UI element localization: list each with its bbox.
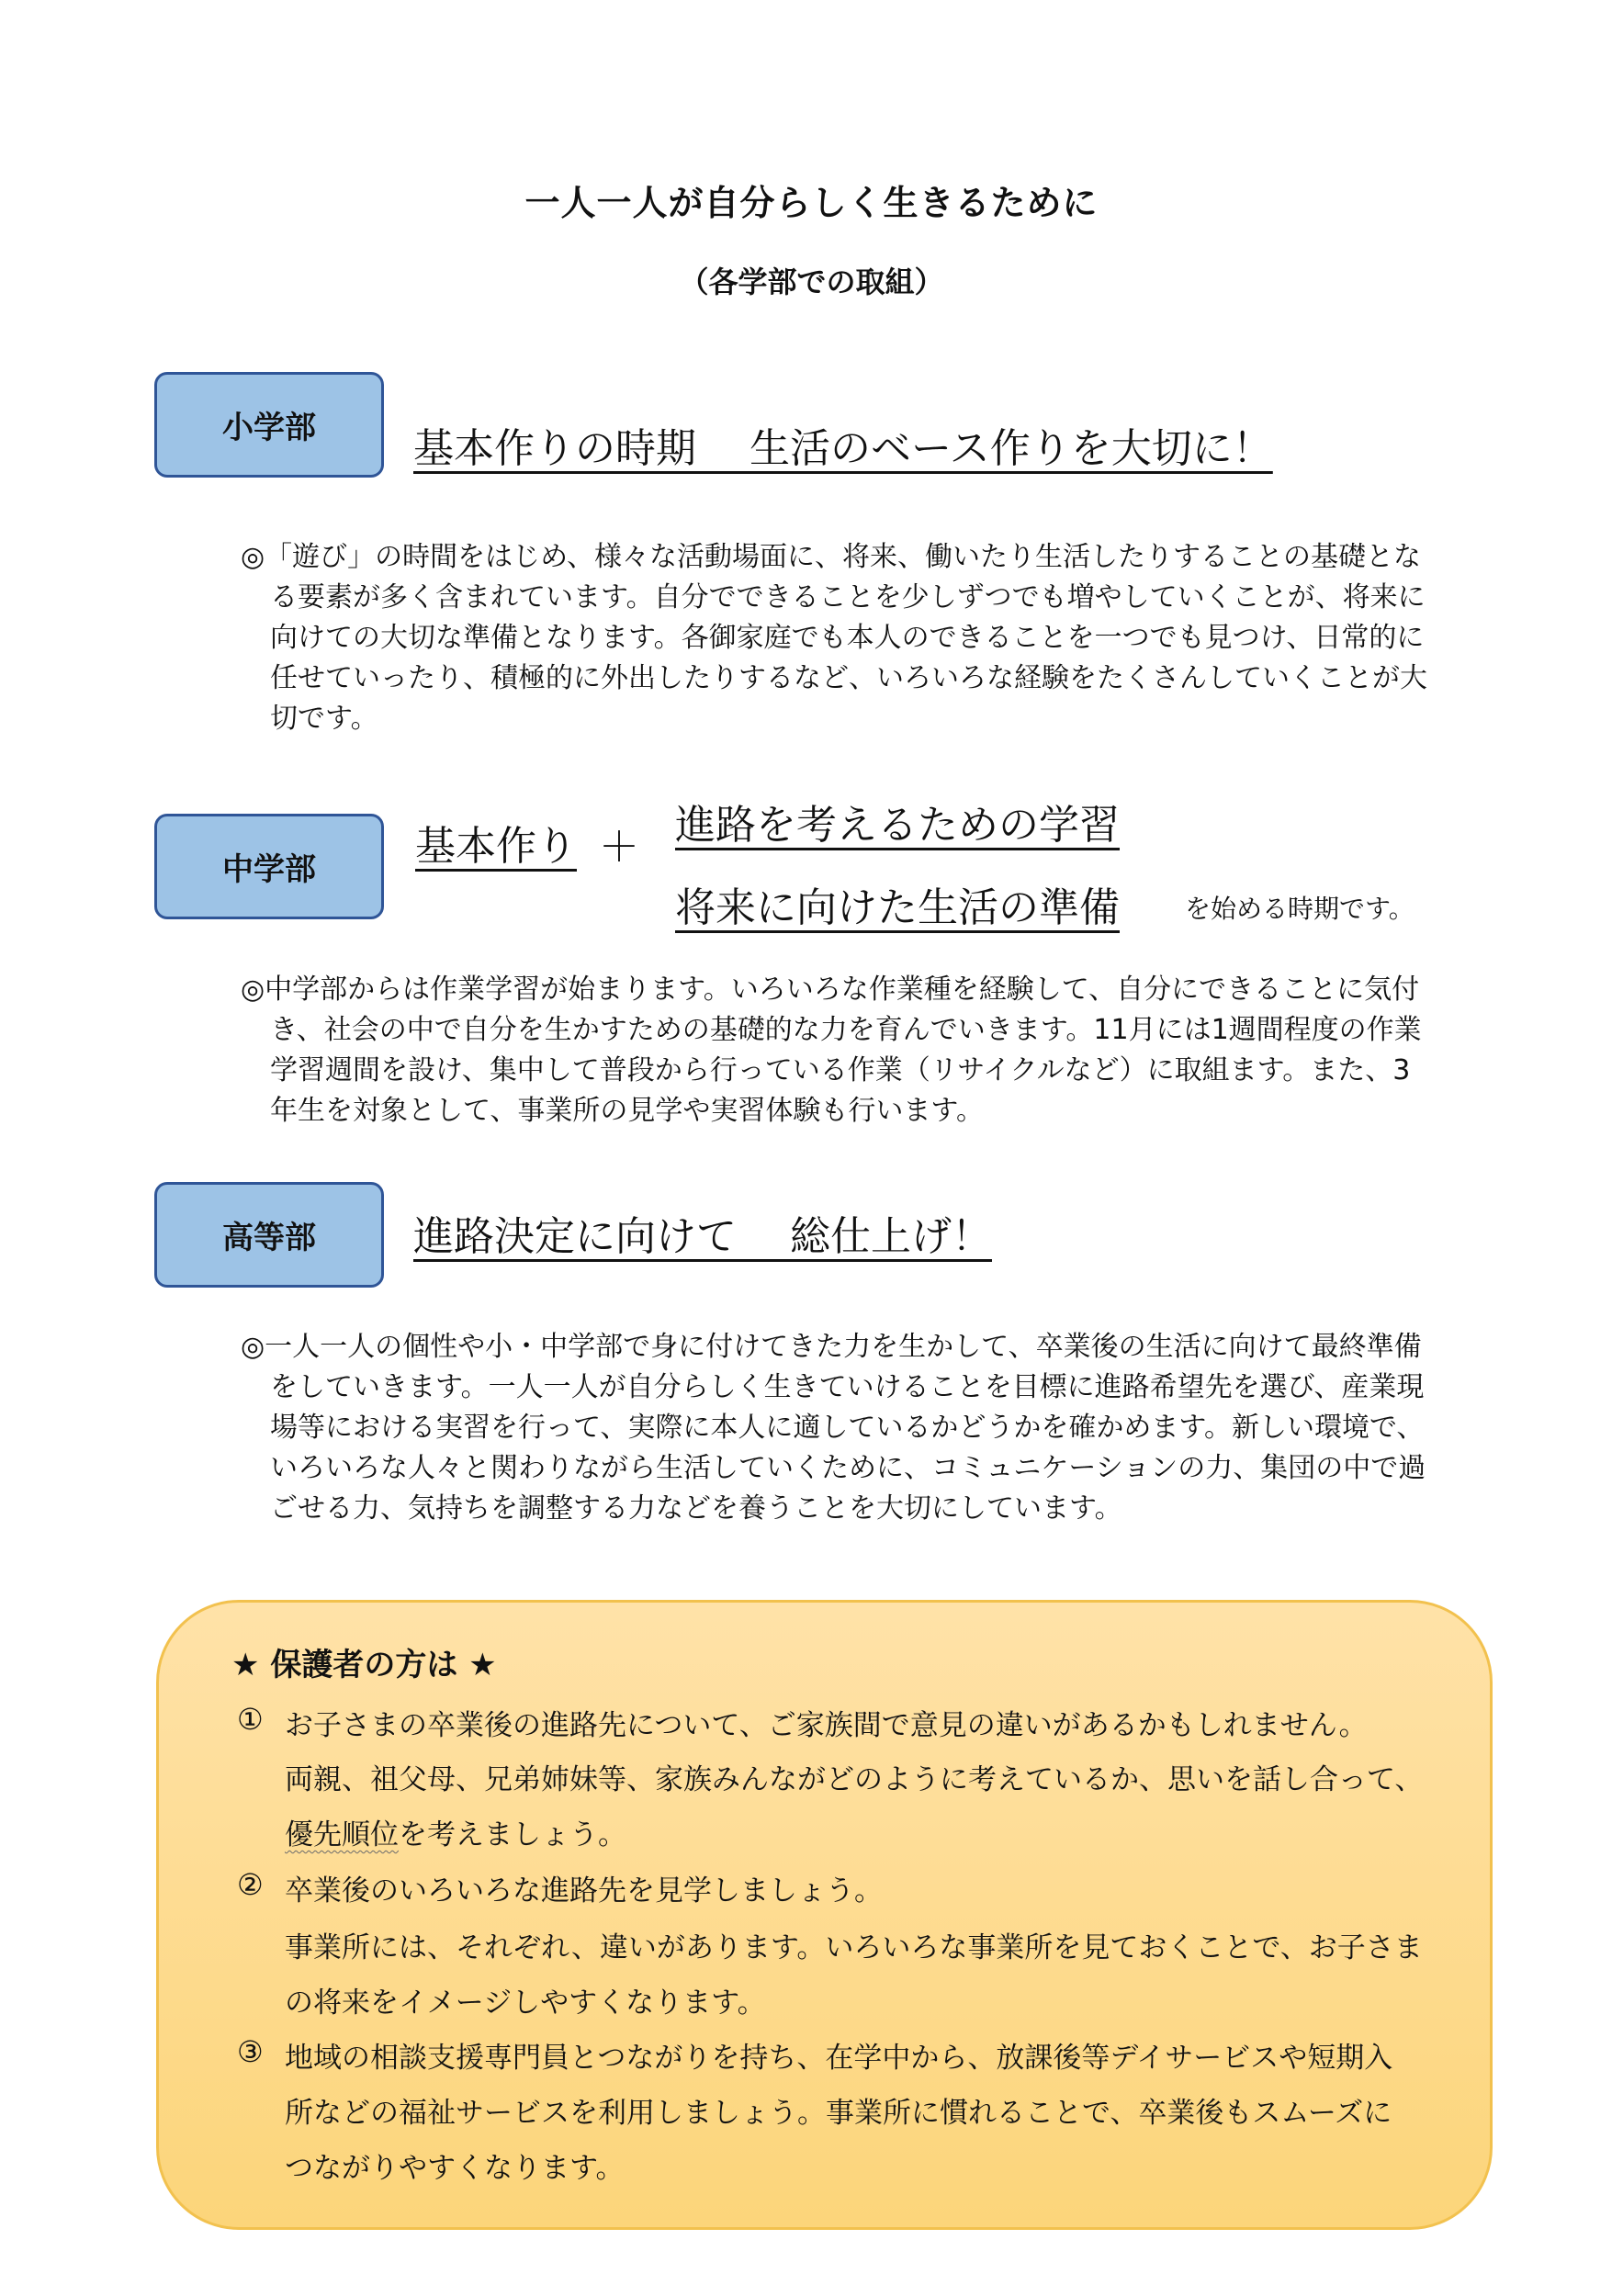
page-subtitle: （各学部での取組） (679, 264, 944, 299)
item-3-number: ③ (237, 2034, 264, 2069)
heading-elementary: 基本作りの時期 生活のベース作りを大切に！ (413, 425, 1273, 472)
item-2-line-1: 卒業後のいろいろな進路先を見学しましょう。 (285, 1874, 883, 1908)
heading-middle-left: 基本作り (415, 823, 577, 870)
paragraph-middle: ◎中学部からは作業学習が始まります。いろいろな作業種を経験して、自分にできることに気付き、社会の中で自分を生かすための基礎的な力を育んでいきます。11月には1週間程度の作業学習週間を設け、集中して普段から行っている作業（リサイクルなど）に取組ます。また、3年生を対象として、事業所の見学や実習体験も行います。 (241, 974, 1422, 1127)
badge-elementary: 小学部 (154, 372, 384, 478)
item-3-line-3: つながりやすくなります。 (285, 2152, 625, 2185)
page-title: 一人一人が自分らしく生きるために (524, 183, 1099, 223)
item-1-line-2: 両親、祖父母、兄弟姉妹等、家族みんながどのように考えているか、思いを話し合って、 (285, 1763, 1424, 1796)
item-3-line-2: 所などの福祉サービスを利用しましょう。事業所に慣れることで、卒業後もスムーズに (285, 2097, 1392, 2130)
item-1-line-1: お子さまの卒業後の進路先について、ご家族間で意見の違いがあるかもしれません。 (285, 1709, 1368, 1742)
item-2-line-3: の将来をイメージしやすくなります。 (285, 1986, 766, 2020)
badge-middle: 中学部 (154, 814, 384, 919)
guardians-title: ★ 保護者の方は ★ (231, 1647, 497, 1683)
plus-sign: ＋ (599, 824, 639, 871)
middle-note: を始める時期です。 (1185, 894, 1414, 924)
item-1-number: ① (237, 1702, 264, 1737)
guardians-panel (156, 1600, 1493, 2230)
item-2-number: ② (237, 1867, 264, 1902)
item-1-line-3-rest: を考えましょう。 (399, 1818, 626, 1851)
heading-middle-right-1: 進路を考えるための学習 (675, 802, 1120, 849)
badge-high: 高等部 (154, 1182, 384, 1288)
heading-high: 進路決定に向けて 総仕上げ！ (413, 1213, 992, 1260)
paragraph-high: ◎一人一人の個性や小・中学部で身に付けてきた力を生かして、卒業後の生活に向けて最終準備をしていきます。一人一人が自分らしく生きていけることを目標に進路希望先を選び、産業現場等における実習を行って、実際に本人に適しているかどうかを確かめます。新しい環境で、いろいろな人々と関わりながら生活していくために、コミュニケーションの力、集団の中で過ごせる力、気持ちを調整する力などを養うことを大切にしています。 (241, 1331, 1426, 1525)
priority-underlined-text: 優先順位 (285, 1818, 399, 1851)
item-2-line-2: 事業所には、それぞれ、違いがあります。いろいろな事業所を見ておくことで、お子さま (285, 1931, 1423, 1964)
item-1-line-3 (285, 1811, 626, 1852)
paragraph-elementary: ◎「遊び」の時間をはじめ、様々な活動場面に、将来、働いたり生活したりすることの基礎となる要素が多く含まれています。自分でできることを少しずつでも増やしていくことが、将来に向けての大切な準備となります。各御家庭でも本人のできることを一つでも見つけ、日常的に任せていったり、積極的に外出したりするなど、いろいろな経験をたくさんしていくことが大切です。 (241, 541, 1427, 735)
heading-middle-right-2: 将来に向けた生活の準備 (675, 884, 1120, 931)
item-3-line-1: 地域の相談支援専門員とつながりを持ち、在学中から、放課後等デイサービスや短期入 (285, 2042, 1393, 2075)
